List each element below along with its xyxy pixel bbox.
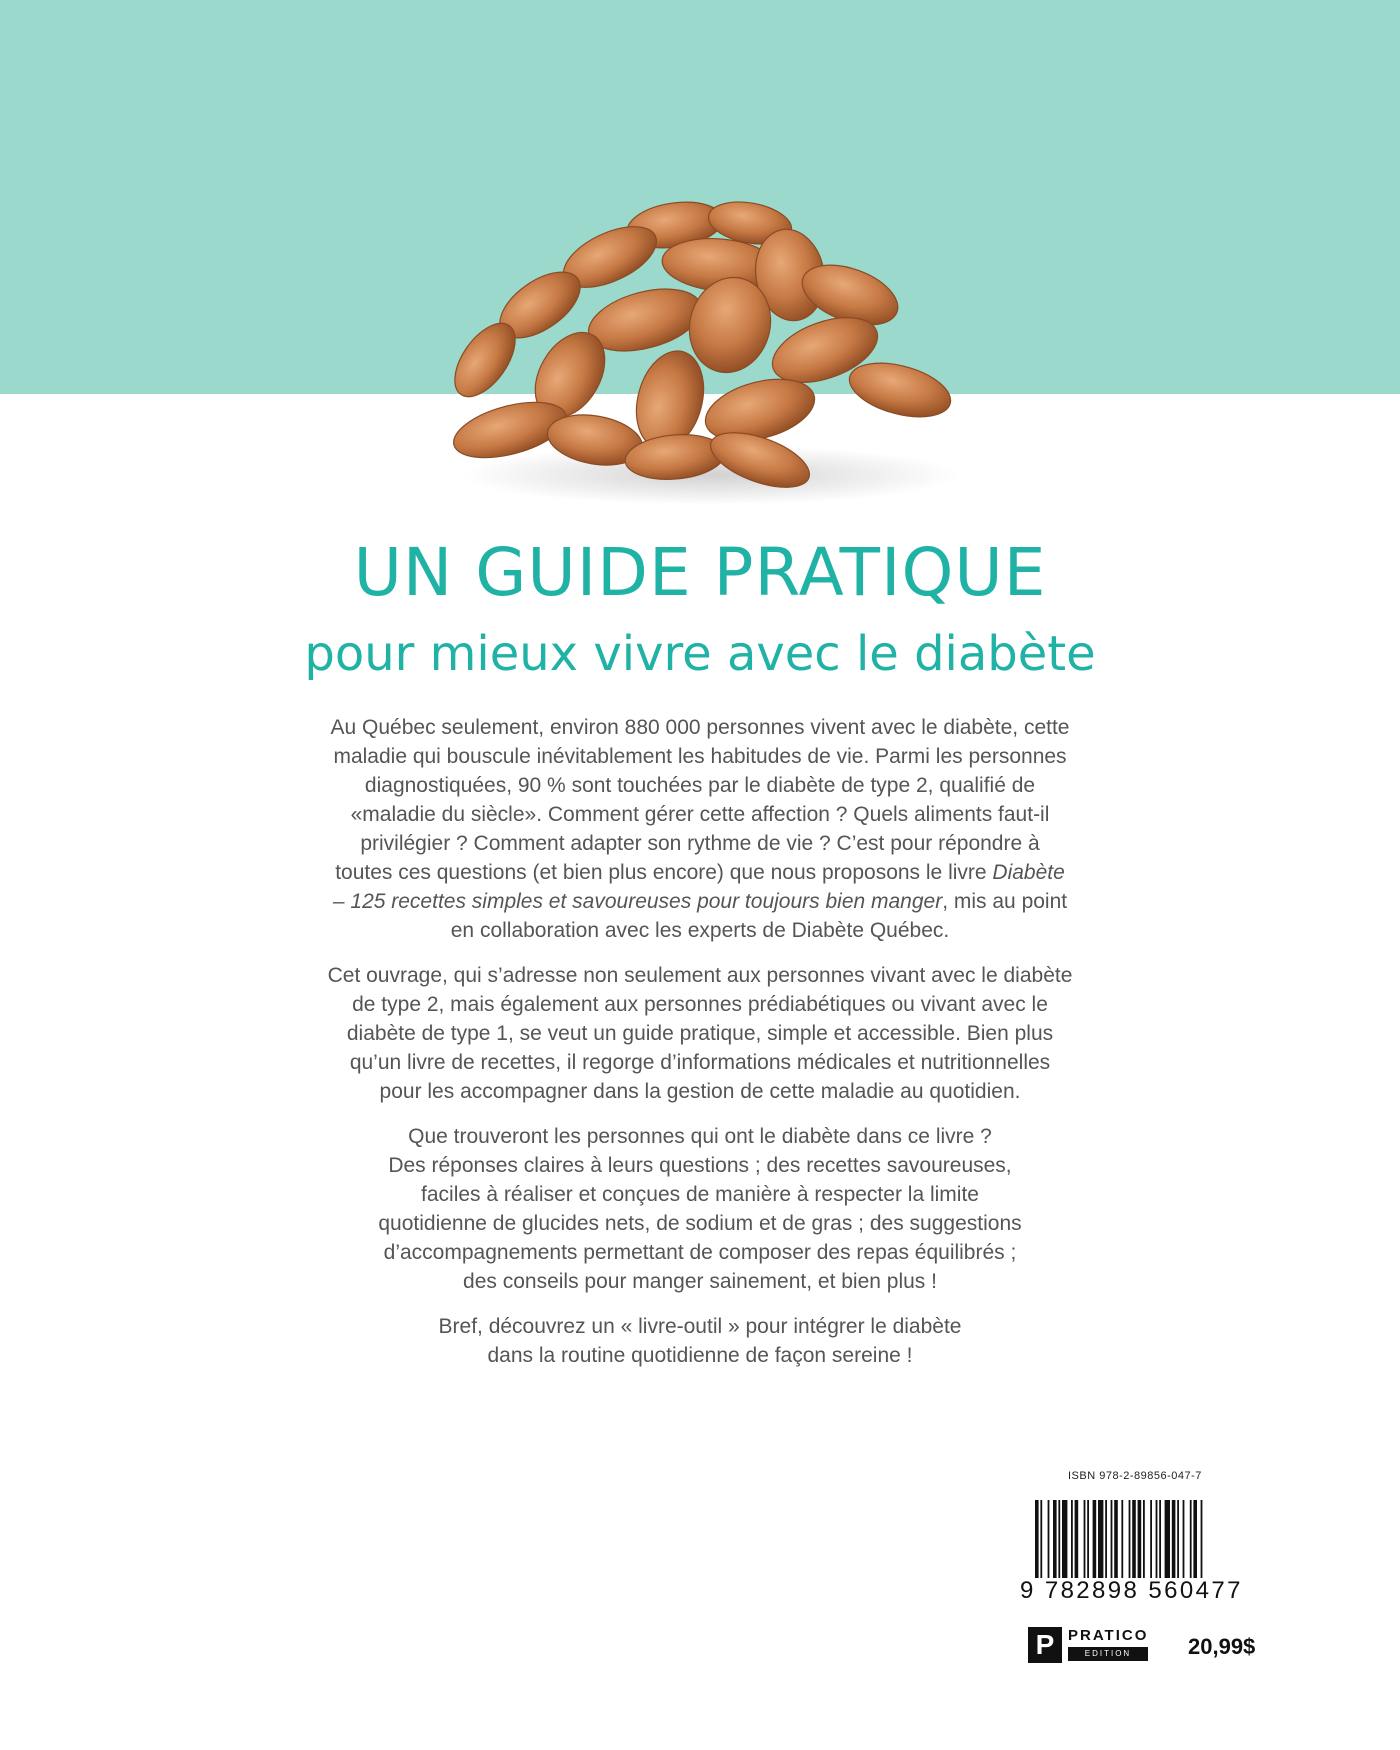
description-paragraph-2	[240, 961, 1160, 1106]
text-line: «maladie du siècle». Comment gérer cette affection ? Quels aliments faut-il	[350, 803, 1050, 826]
text-line-with-title	[240, 858, 1160, 887]
text-line: en collaboration avec les experts de Diabète Québec.	[450, 919, 950, 942]
barcode-image	[1035, 1500, 1255, 1578]
text-line: pour les accompagner dans la gestion de cette maladie au quotidien.	[379, 1080, 1021, 1103]
text-line: dans la routine quotidienne de façon sereine !	[487, 1344, 913, 1367]
book-title-italic: Diabète	[992, 861, 1065, 884]
cover-subtitle: pour mieux vivre avec le diabète	[304, 626, 1096, 682]
publisher-edition: EDITION	[1068, 1647, 1148, 1661]
isbn-label: ISBN 978-2-89856-047-7	[1068, 1470, 1202, 1482]
barcode-digits: 9 782898 560477	[1020, 1577, 1243, 1604]
publisher-name: PRATICO	[1068, 1627, 1149, 1644]
publisher-mark: P	[1028, 1627, 1062, 1663]
description-paragraph-3	[240, 1122, 1160, 1296]
book-subtitle-italic: – 125 recettes simples et savoureuses pour toujours bien manger	[332, 890, 943, 913]
text-line: faciles à réaliser et conçues de manière à respecter la limite	[421, 1183, 979, 1206]
text-line: d’accompagnements permettant de composer des repas équilibrés ;	[383, 1241, 1017, 1264]
text-segment: , mis au point	[942, 890, 1068, 913]
text-line: Que trouveront les personnes qui ont le diabète dans ce livre ?	[408, 1125, 992, 1148]
text-line: Au Québec seulement, environ 880 000 personnes vivent avec le diabète, cette	[330, 716, 1070, 739]
text-line: quotidienne de glucides nets, de sodium et de gras ; des suggestions	[378, 1212, 1022, 1235]
description-paragraph-4	[240, 1312, 1160, 1370]
text-line: Bref, découvrez un « livre-outil » pour intégrer le diabète	[438, 1315, 962, 1338]
text-line: Des réponses claires à leurs questions ; des recettes savoureuses,	[388, 1154, 1012, 1177]
text-line: qu’un livre de recettes, il regorge d’informations médicales et nutritionnelles	[349, 1051, 1051, 1074]
text-line: privilégier ? Comment adapter son rythme de vie ? C’est pour répondre à	[360, 832, 1040, 855]
text-line: diabète de type 1, se veut un guide pratique, simple et accessible. Bien plus	[346, 1022, 1054, 1045]
text-line-with-title	[240, 887, 1160, 916]
text-line: maladie qui bouscule inévitablement les habitudes de vie. Parmi les personnes	[333, 745, 1067, 768]
text-line: diagnostiquées, 90 % sont touchées par le diabète de type 2, qualifié de	[364, 774, 1036, 797]
description-paragraph-1	[240, 713, 1160, 945]
cover-title: UN GUIDE PRATIQUE	[353, 534, 1047, 611]
publisher-logo	[1028, 1627, 1158, 1663]
text-segment: toutes ces questions (et bien plus encore) que nous proposons le livre	[335, 861, 993, 884]
almonds-image	[430, 185, 990, 515]
text-line: des conseils pour manger sainement, et bien plus !	[463, 1270, 937, 1293]
text-line: de type 2, mais également aux personnes prédiabétiques ou vivant avec le	[352, 993, 1048, 1016]
text-line: Cet ouvrage, qui s’adresse non seulement aux personnes vivant avec le diabète	[327, 964, 1073, 987]
price-label: 20,99$	[1188, 1634, 1256, 1659]
